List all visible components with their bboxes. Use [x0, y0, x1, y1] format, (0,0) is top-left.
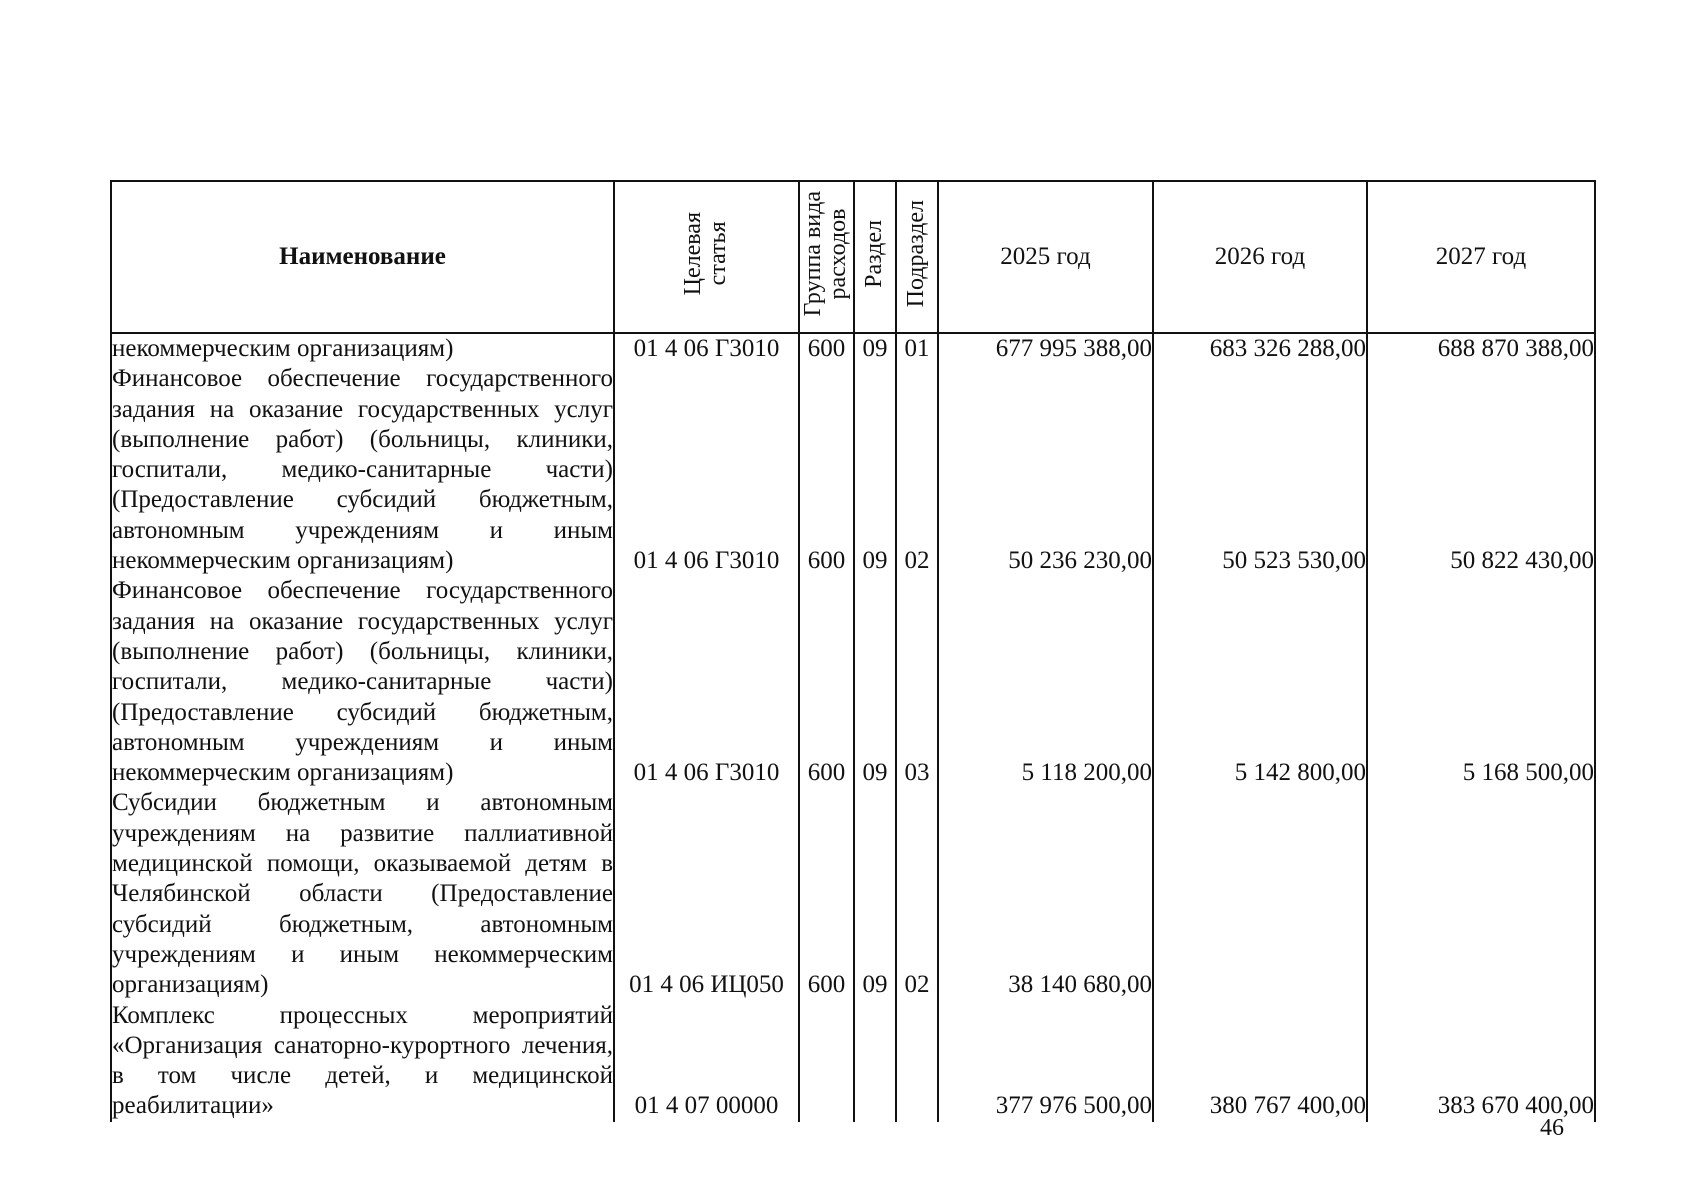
row-amount-2027: 5 168 500,00	[1367, 576, 1595, 788]
row-amount-2027: 383 670 400,00	[1367, 1001, 1595, 1122]
row-target-article: 01 4 07 00000	[614, 1001, 799, 1122]
row-section: 09	[854, 364, 896, 576]
row-amount-2026: 50 523 530,00	[1153, 364, 1367, 576]
header-subsection: Подраздел	[896, 181, 938, 333]
table-row	[111, 333, 1595, 364]
row-target-article: 01 4 06 ИЦ050	[614, 788, 799, 1000]
row-expense-group: 600	[799, 333, 854, 364]
table-row	[111, 364, 1595, 576]
row-amount-2026: 683 326 288,00	[1153, 333, 1367, 364]
row-subsection: 01	[896, 333, 938, 364]
row-target-article: 01 4 06 Г3010	[614, 364, 799, 576]
row-name: Субсидии бюджетным и автономным учреждениям на развитие паллиативной медицинской помощи, оказываемой детям в Челябинской области (Предоставление субсидий бюджетным, автономным учреждениям и иным некоммерческим организациям)	[111, 788, 614, 1000]
row-name: некоммерческим организациям)	[111, 333, 614, 364]
row-name: Финансовое обеспечение государственного задания на оказание государственных услуг (выполнение работ) (больницы, клиники, госпитали, медико-санитарные части) (Предоставление субсидий бюджетным, автономным учреждениям и иным некоммерческим организациям)	[111, 364, 614, 576]
row-subsection: 02	[896, 788, 938, 1000]
budget-table	[110, 180, 1596, 1122]
row-amount-2025: 38 140 680,00	[938, 788, 1153, 1000]
row-expense-group: 600	[799, 364, 854, 576]
row-expense-group: 600	[799, 788, 854, 1000]
row-section: 09	[854, 333, 896, 364]
table-header-row	[111, 181, 1595, 333]
row-amount-2026: 5 142 800,00	[1153, 576, 1367, 788]
row-name: Финансовое обеспечение государственного задания на оказание государственных услуг (выполнение работ) (больницы, клиники, госпитали, медико-санитарные части) (Предоставление субсидий бюджетным, автономным учреждениям и иным некоммерческим организациям)	[111, 576, 614, 788]
row-section: 09	[854, 576, 896, 788]
row-subsection: 03	[896, 576, 938, 788]
row-target-article: 01 4 06 Г3010	[614, 576, 799, 788]
row-amount-2027	[1367, 788, 1595, 1000]
table-row	[111, 576, 1595, 788]
header-name: Наименование	[111, 181, 614, 333]
row-amount-2025: 50 236 230,00	[938, 364, 1153, 576]
header-section: Раздел	[854, 181, 896, 333]
row-expense-group: 600	[799, 576, 854, 788]
header-year-2025: 2025 год	[938, 181, 1153, 333]
row-amount-2027: 50 822 430,00	[1367, 364, 1595, 576]
row-amount-2027: 688 870 388,00	[1367, 333, 1595, 364]
row-amount-2025: 377 976 500,00	[938, 1001, 1153, 1122]
row-subsection: 02	[896, 364, 938, 576]
row-amount-2025: 677 995 388,00	[938, 333, 1153, 364]
header-year-2027: 2027 год	[1367, 181, 1595, 333]
row-amount-2026: 380 767 400,00	[1153, 1001, 1367, 1122]
table-row	[111, 1001, 1595, 1122]
row-amount-2026	[1153, 788, 1367, 1000]
row-section: 09	[854, 788, 896, 1000]
row-expense-group	[799, 1001, 854, 1122]
row-section	[854, 1001, 896, 1122]
row-subsection	[896, 1001, 938, 1122]
header-expense-group: Группа вида расходов	[799, 181, 854, 333]
header-target-article: Целевая статья	[614, 181, 799, 333]
header-year-2026: 2026 год	[1153, 181, 1367, 333]
row-target-article: 01 4 06 Г3010	[614, 333, 799, 364]
table-row	[111, 788, 1595, 1000]
row-name: Комплекс процессных мероприятий «Организация санаторно-курортного лечения, в том числе детей, и медицинской реабилитации»	[111, 1001, 614, 1122]
page-number: 46	[1540, 1115, 1564, 1141]
row-amount-2025: 5 118 200,00	[938, 576, 1153, 788]
